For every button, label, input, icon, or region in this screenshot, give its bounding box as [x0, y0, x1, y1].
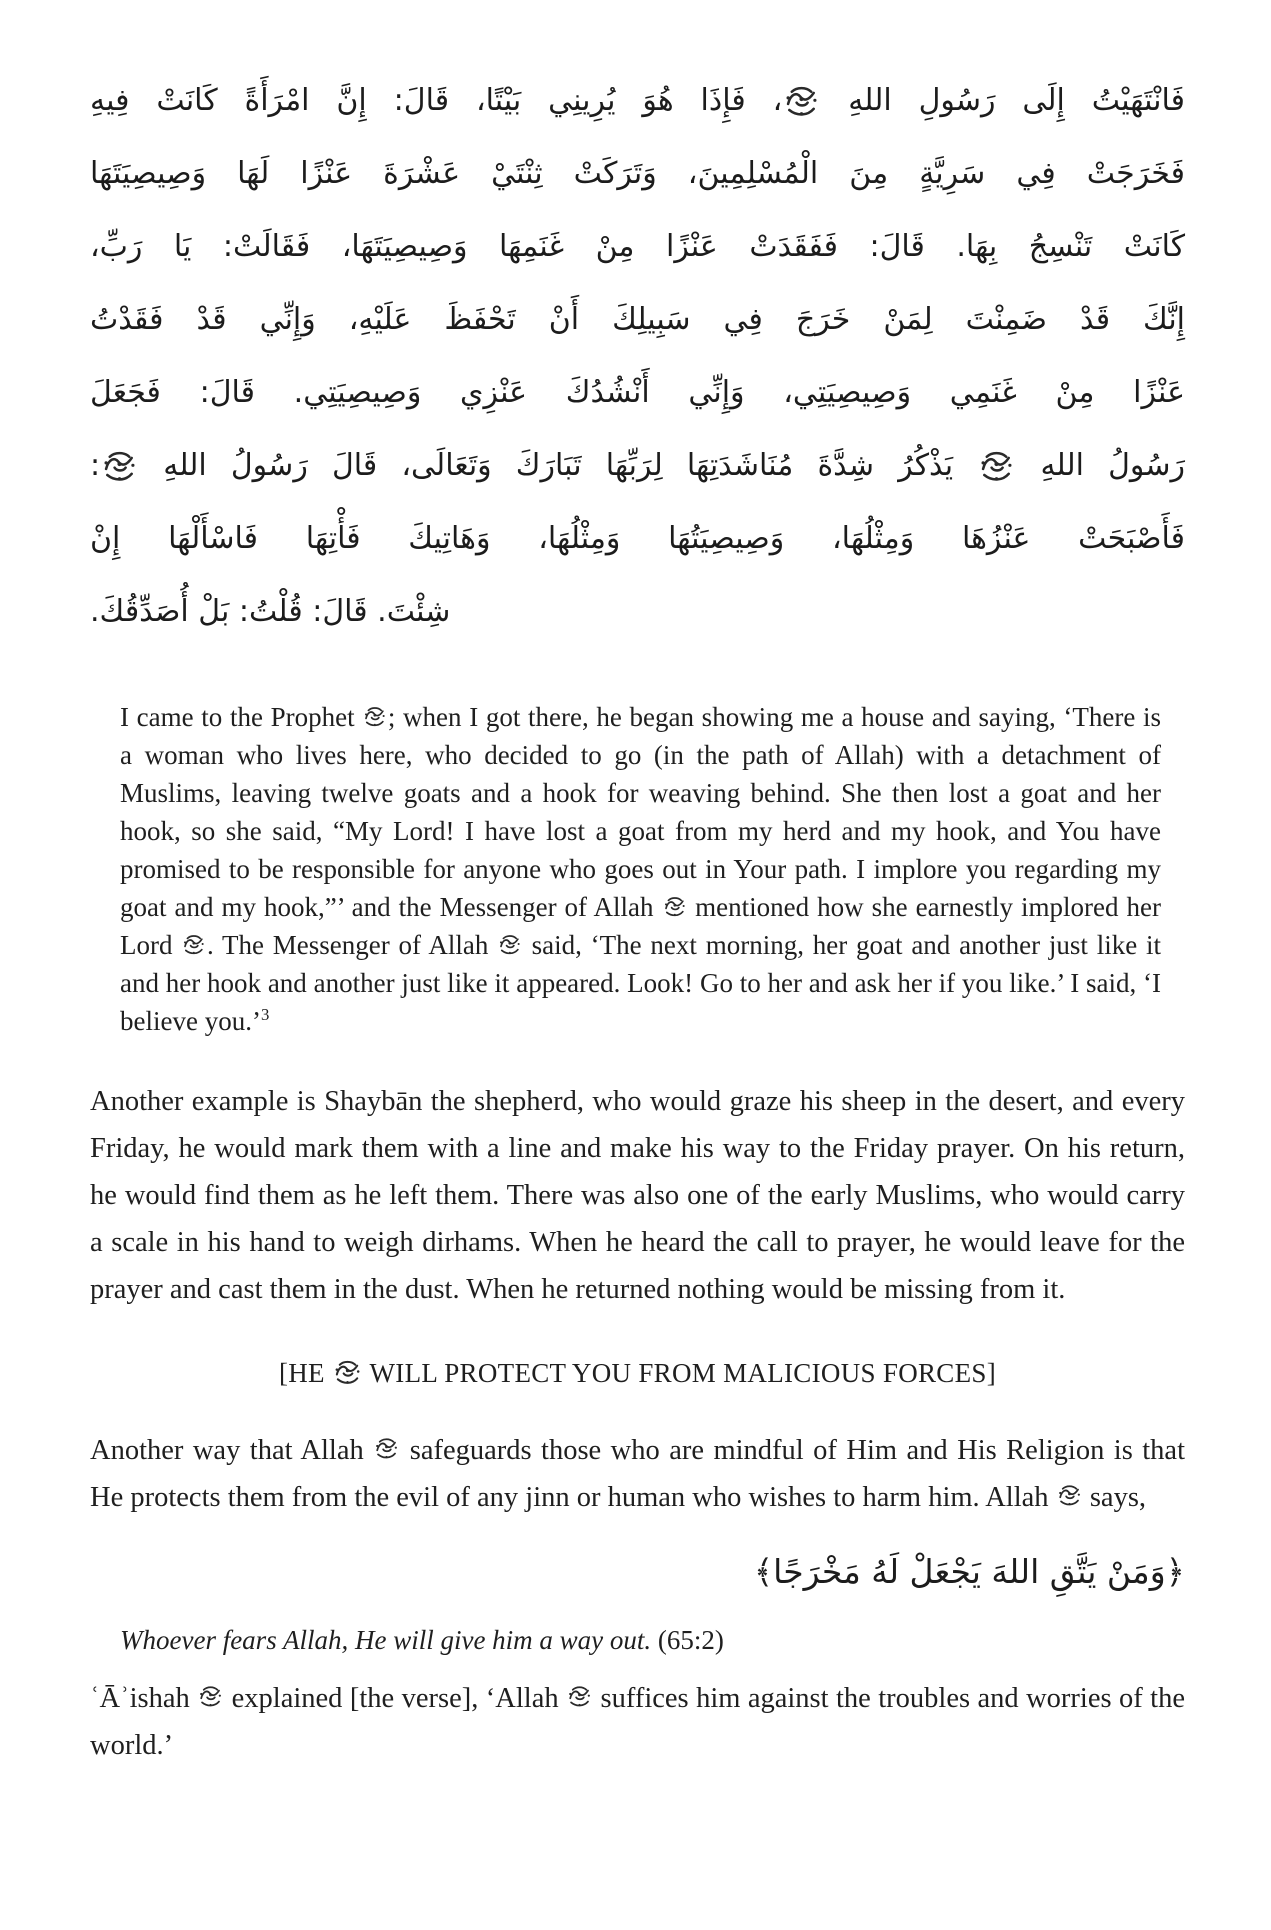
text-run: suffices him against the troubles and worries of the world.’ [90, 1683, 1185, 1761]
quran-verse-translation [120, 1621, 1185, 1659]
text-run: said, ‘The next morning, her goat and another just like it and her hook and another just like it appeared. Look! Go to her and ask her if you like.’ I said, ‘I believe you.’ [120, 930, 1161, 1036]
hadith-line [90, 356, 1185, 429]
text-run: explained [the verse], ‘Allah [224, 1683, 567, 1714]
text-run: فَانْتَهَيْتُ إِلَى رَسُولِ اللهِ [821, 83, 1185, 118]
hadith-arabic-block [90, 64, 1185, 648]
swt-icon [1056, 1482, 1083, 1509]
swt-icon [332, 1357, 363, 1388]
pbuh-icon [100, 447, 139, 486]
pbuh-icon [782, 82, 821, 121]
text-run: يَذْكُرُ شِدَّةَ مُنَاشَدَتِهَا لِرَبِّهَا تَبَارَكَ وَتَعَالَى، قَالَ رَسُولُ اللهِ [139, 448, 978, 483]
hadith-line [90, 137, 1185, 210]
text-run: [HE [278, 1358, 332, 1388]
pbuh-icon [977, 447, 1016, 486]
text-run: كَانَتْ تَنْسِجُ بِهَا. قَالَ: فَفَقَدَتْ عَنْزًا مِنْ غَنَمِهَا وَصِيصِيَتَهَا، فَقَالَتْ: يَا رَبِّ، [90, 229, 1185, 264]
text-run: Whoever fears Allah, He will give him a way out. [120, 1625, 652, 1655]
paragraph-aishah [90, 1675, 1185, 1769]
text-run: ʿĀʾishah [90, 1683, 198, 1714]
hadith-line [90, 210, 1185, 283]
text-run: عَنْزًا مِنْ غَنَمِي وَصِيصِيَتِي، وَإِنِّي أَنْشُدُكَ عَنْزِي وَصِيصِيَتِي. قَالَ: فَجَعَلَ [90, 375, 1185, 410]
hadith-line [90, 429, 1185, 502]
paragraph-protection [90, 1427, 1185, 1521]
swt-icon [181, 932, 207, 958]
swt-icon [566, 1683, 593, 1710]
section-heading [90, 1353, 1185, 1393]
text-run: : [90, 448, 101, 483]
text-run: رَسُولُ اللهِ [1016, 448, 1185, 483]
text-run: فَخَرَجَتْ فِي سَرِيَّةٍ مِنَ الْمُسْلِمِينَ، وَتَرَكَتْ ثِنْتَيْ عَشْرَةَ عَنْزًا لَهَا وَصِيصِيَتَهَا [90, 156, 1185, 191]
text-run: I came to the Prophet [120, 702, 363, 732]
pbuh-icon [497, 932, 523, 958]
pbuh-icon [362, 704, 388, 730]
text-run: إِنَّكَ قَدْ ضَمِنْتَ لِمَنْ خَرَجَ فِي سَبِيلِكَ أَنْ تَحْفَظَ عَلَيْهِ، وَإِنِّي قَدْ فَقَدْتُ [90, 302, 1185, 337]
text-run: says, [1082, 1482, 1147, 1513]
text-run: (65:2) [651, 1625, 724, 1655]
hadith-line [90, 575, 1185, 648]
pbuh-icon [662, 894, 688, 920]
quran-verse-arabic: ﴿وَمَنْ يَتَّقِ اللهَ يَجْعَلْ لَهُ مَخْرَجًا﴾ [753, 1552, 1185, 1591]
swt-icon [373, 1435, 400, 1462]
hadith-translation-quote [120, 698, 1161, 1040]
text-run: WILL PROTECT YOU FROM MALICIOUS FORCES] [362, 1358, 997, 1388]
hadith-line [90, 64, 1185, 137]
text-run: فَأَصْبَحَتْ عَنْزُهَا وَمِثْلُهَا، وَصِيصِيَتُهَا وَمِثْلُهَا، وَهَاتِيكَ فَأْتِهَا فَاسْأَلْهَا إِنْ [90, 521, 1185, 556]
text-run: . The Messenger of Allah [206, 930, 498, 960]
text-run: safeguards those who are mindful of Him and His Religion is that He protects them from the evil of any jinn or human who wishes to harm him. Allah [90, 1435, 1185, 1513]
raa-icon [197, 1683, 224, 1710]
text-run: ; when I got there, he began showing me a house and saying, ‘There is a woman who lives here, who decided to go (in the path of Allah) with a detachment of Muslims, leaving twelve goats and a hook for weaving behind. She then lost a goat and her hook, so she said, “My Lord! I have lost a goat from my herd and my hook, and You have promised to be responsible for anyone who goes out in Your path. I implore you regarding my goat and my hook,”’ and the Messenger of Allah [120, 702, 1161, 922]
text-run: شِئْتَ. قَالَ: قُلْتُ: بَلْ أُصَدِّقُكَ. [90, 594, 451, 629]
text-run: Another way that Allah [90, 1435, 374, 1466]
hadith-line [90, 283, 1185, 356]
text-run: Another example is Shaybān the shepherd, who would graze his sheep in the desert, and every Friday, he would mark them with a line and make his way to the Friday prayer. On his return, he would find them as he left them. There was also one of the early Muslims, who would carry a scale in his hand to weigh dirhams. When he heard the call to prayer, he would leave for the prayer and cast them in the dust. When he returned nothing would be missing from it. [90, 1086, 1185, 1305]
text-run: ، فَإِذَا هُوَ يُرِينِي بَيْتًا، قَالَ: إِنَّ امْرَأَةً كَانَتْ فِيهِ [90, 83, 783, 118]
footnote-marker: 3 [260, 1005, 270, 1024]
hadith-line [90, 502, 1185, 575]
paragraph-shayban [90, 1078, 1185, 1313]
text-run: mentioned how she earnestly implored her Lord [120, 892, 1161, 960]
